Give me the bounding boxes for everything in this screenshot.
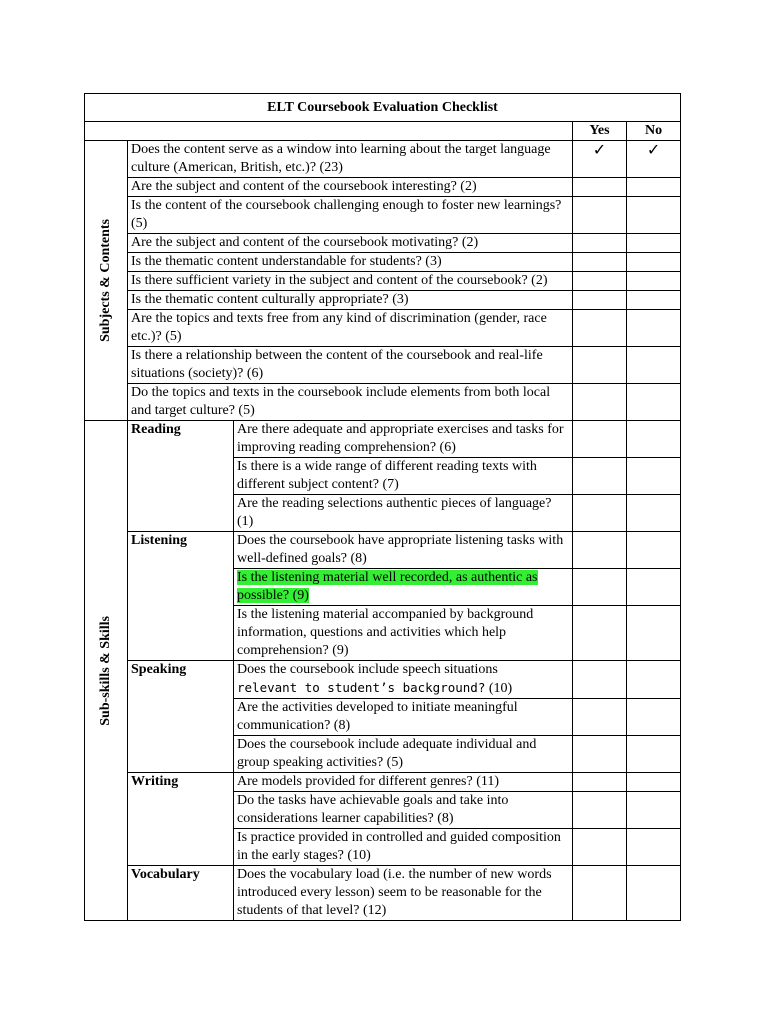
yes-cell[interactable]	[573, 866, 627, 921]
table-row	[85, 197, 681, 234]
question-cell: Does the content serve as a window into learning about the target language culture (American, British, etc.)? (23)	[128, 141, 573, 178]
yes-cell[interactable]	[573, 272, 627, 291]
table-row	[85, 661, 681, 699]
question-cell: Does the coursebook have appropriate listening tasks with well-defined goals? (8)	[234, 532, 573, 569]
no-cell[interactable]	[627, 458, 681, 495]
table-row	[85, 866, 681, 921]
question-cell: Is there a relationship between the content of the coursebook and real-life situations (society)? (6)	[128, 347, 573, 384]
yes-cell[interactable]	[573, 178, 627, 197]
yes-cell[interactable]	[573, 773, 627, 792]
yes-cell[interactable]	[573, 421, 627, 458]
question-cell: Is the thematic content understandable for students? (3)	[128, 253, 573, 272]
no-cell[interactable]	[627, 699, 681, 736]
question-cell: Are the topics and texts free from any kind of discrimination (gender, race etc.)? (5)	[128, 310, 573, 347]
yes-cell[interactable]	[573, 291, 627, 310]
no-cell[interactable]	[627, 606, 681, 661]
skill-vocabulary: Vocabulary	[128, 866, 234, 921]
yes-cell[interactable]	[573, 661, 627, 699]
no-cell[interactable]	[627, 495, 681, 532]
skill-reading: Reading	[128, 421, 234, 532]
yes-cell[interactable]	[573, 458, 627, 495]
question-cell: Are the subject and content of the coursebook interesting? (2)	[128, 178, 573, 197]
question-cell: Is there is a wide range of different reading texts with different subject content? (7)	[234, 458, 573, 495]
no-cell[interactable]	[627, 291, 681, 310]
group-label: Subjects & Contents	[98, 219, 113, 342]
skill-listening: Listening	[128, 532, 234, 661]
no-cell[interactable]	[627, 347, 681, 384]
table-row	[85, 253, 681, 272]
table-row	[85, 178, 681, 197]
yes-cell[interactable]	[573, 384, 627, 421]
question-cell: Are there adequate and appropriate exercises and tasks for improving reading comprehension? (6)	[234, 421, 573, 458]
question-cell: Is the content of the coursebook challenging enough to foster new learnings? (5)	[128, 197, 573, 234]
no-cell[interactable]	[627, 310, 681, 347]
yes-column-header: Yes	[573, 122, 627, 141]
yes-cell[interactable]	[573, 197, 627, 234]
no-cell[interactable]	[627, 569, 681, 606]
no-checkmark-icon[interactable]: ✓	[627, 141, 681, 178]
yes-cell[interactable]	[573, 253, 627, 272]
table-row	[85, 421, 681, 458]
no-cell[interactable]	[627, 829, 681, 866]
table-row	[85, 773, 681, 792]
speaking-q1-line2: relevant to student’s background?	[237, 680, 486, 695]
table-row	[85, 347, 681, 384]
question-cell: Is there sufficient variety in the subject and content of the coursebook? (2)	[128, 272, 573, 291]
question-cell: Are the activities developed to initiate meaningful communication? (8)	[234, 699, 573, 736]
yes-cell[interactable]	[573, 792, 627, 829]
question-cell: Do the topics and texts in the coursebook include elements from both local and target culture? (5)	[128, 384, 573, 421]
speaking-q1-line1: Does the coursebook include speech situations	[237, 662, 498, 677]
group-subjects-contents	[85, 141, 128, 421]
question-cell: Are models provided for different genres? (11)	[234, 773, 573, 792]
table-row	[85, 141, 681, 178]
yes-cell[interactable]	[573, 829, 627, 866]
no-cell[interactable]	[627, 661, 681, 699]
question-cell: Does the coursebook include adequate individual and group speaking activities? (5)	[234, 736, 573, 773]
no-cell[interactable]	[627, 773, 681, 792]
question-cell: Is practice provided in controlled and guided composition in the early stages? (10)	[234, 829, 573, 866]
yes-cell[interactable]	[573, 606, 627, 661]
table-row	[85, 234, 681, 253]
no-cell[interactable]	[627, 272, 681, 291]
question-cell: Are the reading selections authentic pieces of language? (1)	[234, 495, 573, 532]
checklist-title: ELT Coursebook Evaluation Checklist	[85, 94, 681, 122]
no-cell[interactable]	[627, 866, 681, 921]
table-row	[85, 272, 681, 291]
yes-cell[interactable]	[573, 699, 627, 736]
no-cell[interactable]	[627, 792, 681, 829]
question-cell	[234, 661, 573, 699]
yes-cell[interactable]	[573, 532, 627, 569]
yes-cell[interactable]	[573, 347, 627, 384]
yes-cell[interactable]	[573, 736, 627, 773]
question-cell: Is the listening material accompanied by background information, questions and activities which help comprehension? (9)	[234, 606, 573, 661]
table-row	[85, 310, 681, 347]
title-row	[85, 94, 681, 122]
no-cell[interactable]	[627, 197, 681, 234]
skill-writing: Writing	[128, 773, 234, 866]
no-cell[interactable]	[627, 532, 681, 569]
table-row	[85, 291, 681, 310]
yes-cell[interactable]	[573, 569, 627, 606]
no-cell[interactable]	[627, 234, 681, 253]
yes-checkmark-icon[interactable]: ✓	[573, 141, 627, 178]
no-cell[interactable]	[627, 736, 681, 773]
no-column-header: No	[627, 122, 681, 141]
speaking-q1-line2-tail: (10)	[485, 681, 513, 696]
no-cell[interactable]	[627, 384, 681, 421]
yes-cell[interactable]	[573, 234, 627, 253]
question-cell: Does the vocabulary load (i.e. the number of new words introduced every lesson) seem to be reasonable for the students of that level? (12)	[234, 866, 573, 921]
question-cell: Do the tasks have achievable goals and take into considerations learner capabilities? (8)	[234, 792, 573, 829]
evaluation-checklist-table	[84, 93, 681, 921]
no-cell[interactable]	[627, 178, 681, 197]
table-row	[85, 384, 681, 421]
yes-cell[interactable]	[573, 495, 627, 532]
no-cell[interactable]	[627, 421, 681, 458]
question-cell-highlighted	[234, 569, 573, 606]
question-cell: Are the subject and content of the coursebook motivating? (2)	[128, 234, 573, 253]
skill-speaking: Speaking	[128, 661, 234, 773]
group-label: Sub-skills & Skills	[98, 615, 113, 726]
header-row	[85, 122, 681, 141]
question-cell: Is the thematic content culturally appropriate? (3)	[128, 291, 573, 310]
group-subskills-skills	[85, 421, 128, 921]
yes-cell[interactable]	[573, 310, 627, 347]
table-row	[85, 532, 681, 569]
highlighted-text: Is the listening material well recorded, as authentic as possible? (9)	[237, 570, 538, 603]
no-cell[interactable]	[627, 253, 681, 272]
